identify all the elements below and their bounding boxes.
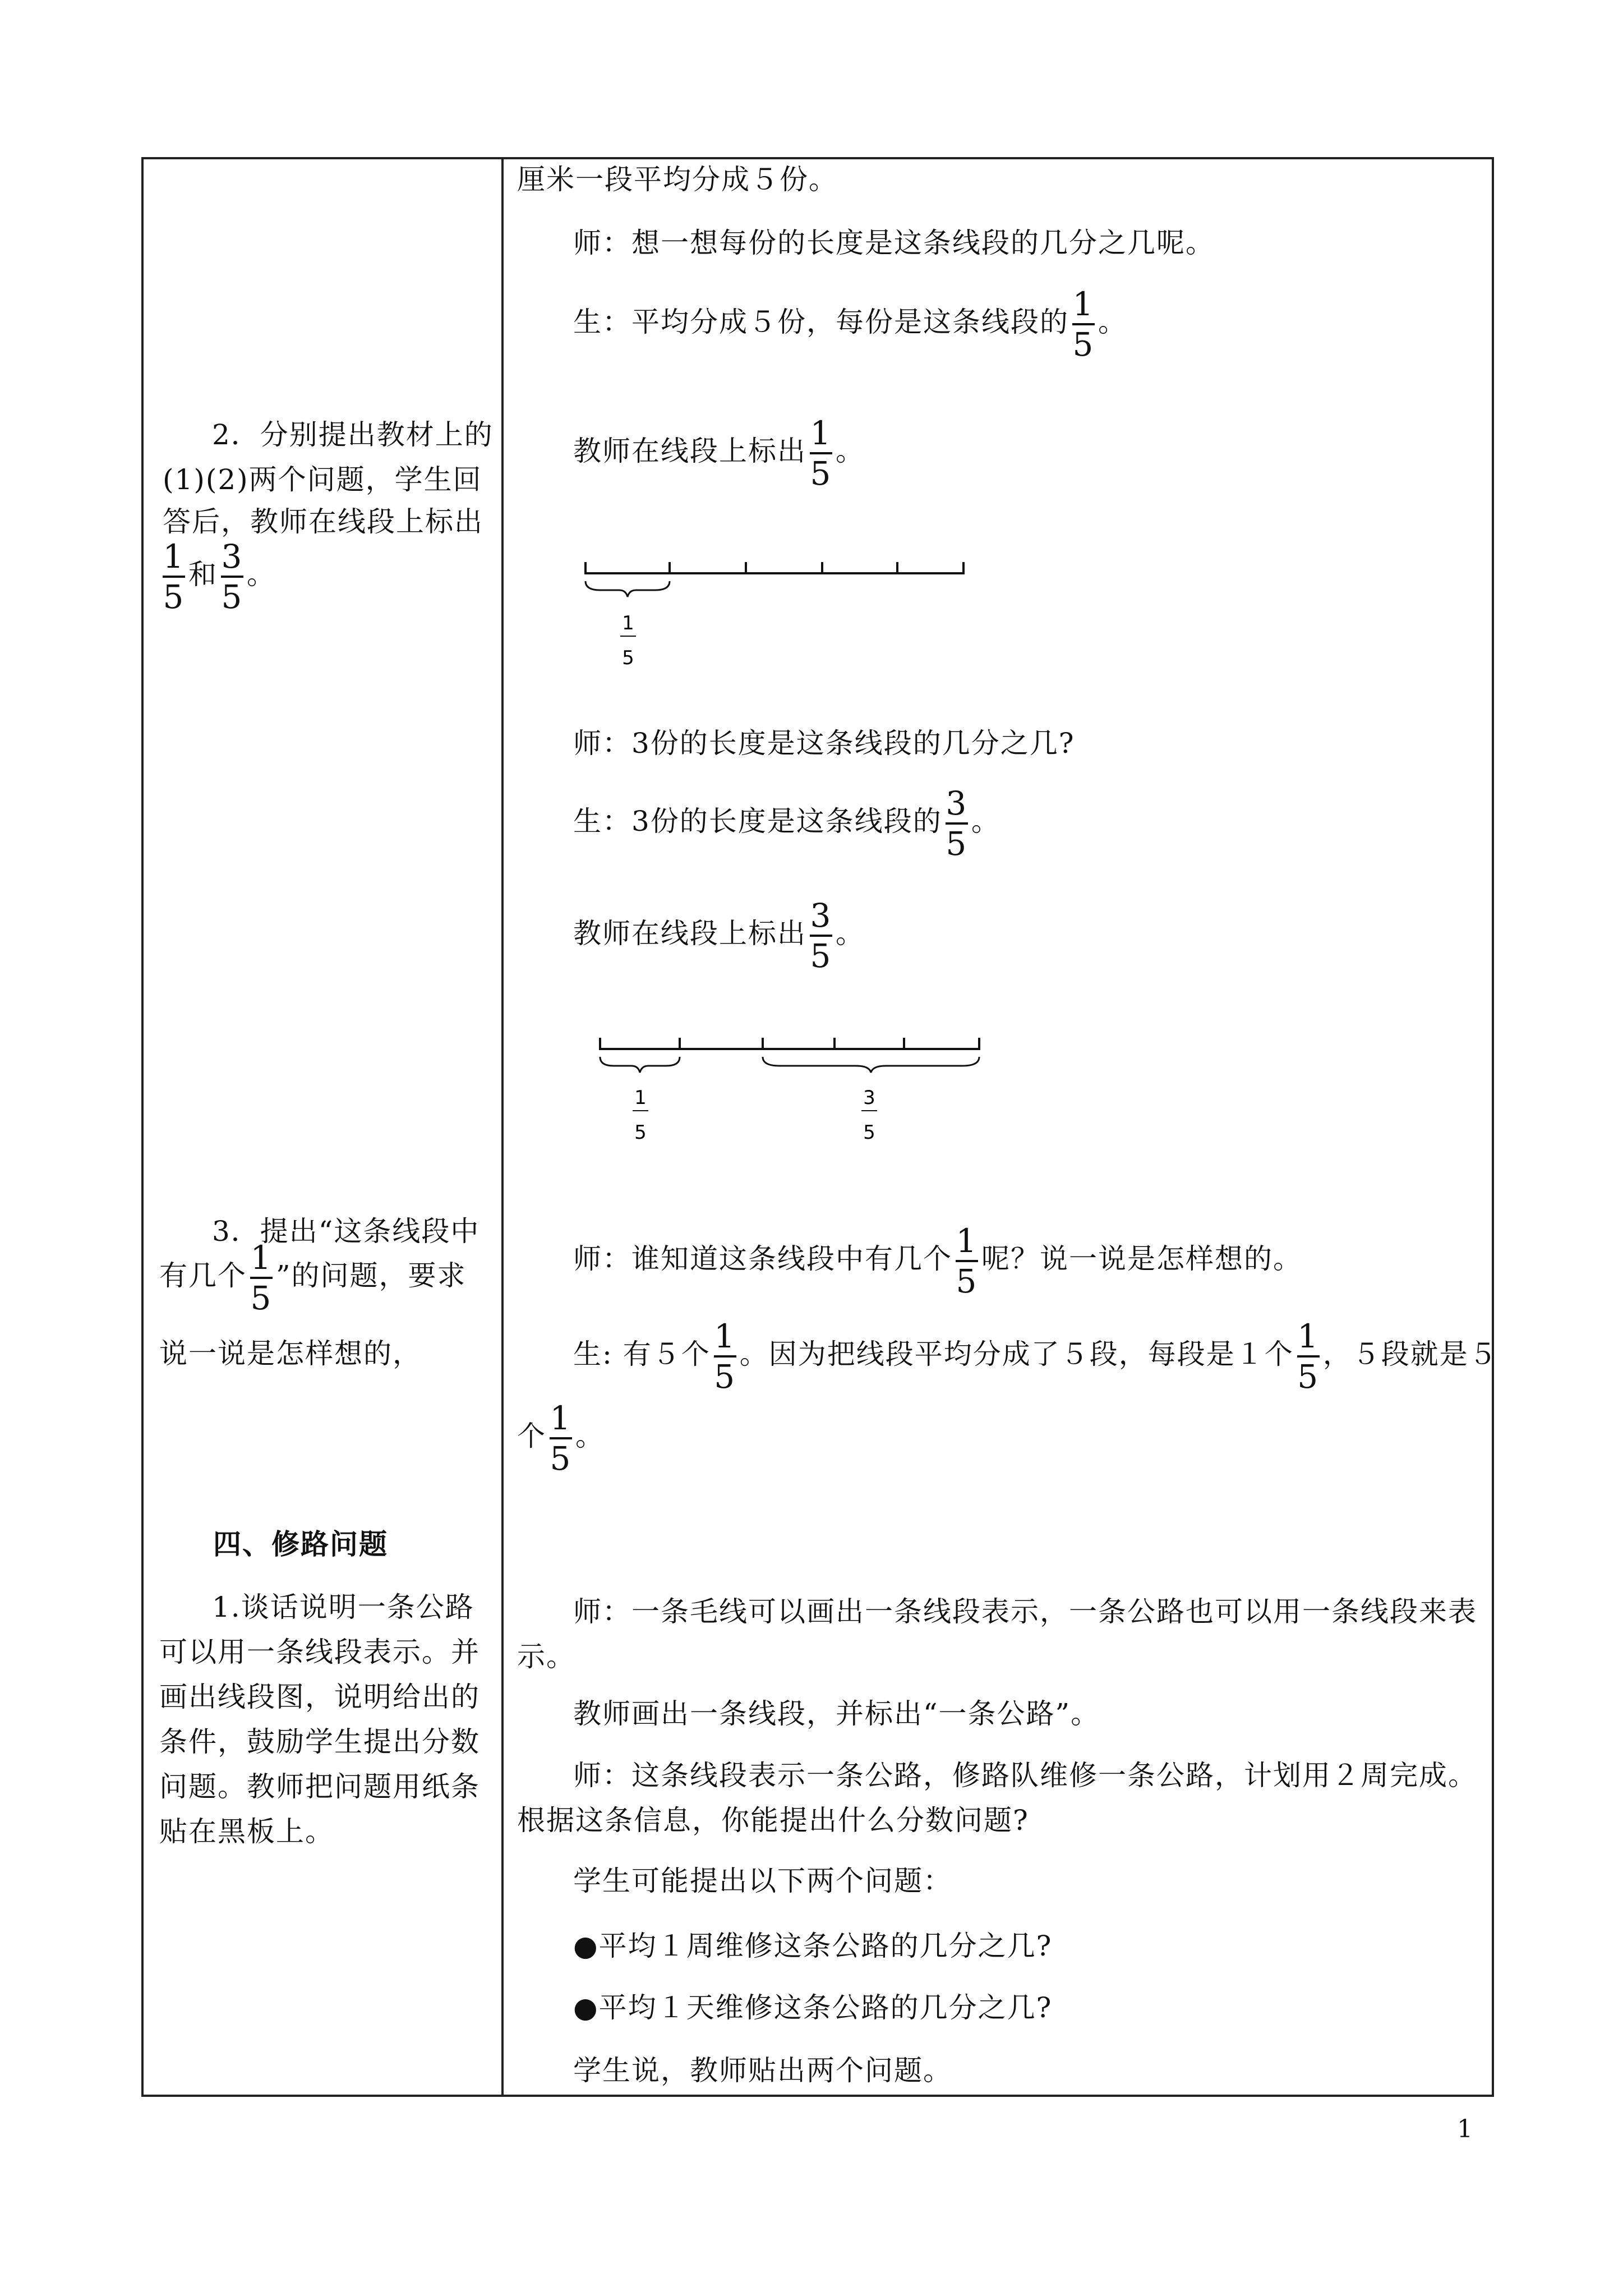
- segment-diagram-1: [578, 555, 981, 684]
- fraction-one-fifth: $\frac{1}{5}$: [810, 414, 832, 493]
- fraction-one-fifth: $\frac{1}{5}$: [714, 1317, 736, 1396]
- left-road-line1: 1.谈话说明一条公路: [212, 1591, 474, 1623]
- diagram1-den: 5: [622, 647, 634, 669]
- diagram2-left-den: 5: [634, 1121, 647, 1144]
- teacher-question-3: 师：谁知道这条线段中有几个 $\frac{1}{5}$ 呢？说一说是怎样想的。: [573, 1222, 1302, 1300]
- fraction-three-fifths: $\frac{3}{5}$: [221, 537, 243, 616]
- diagram2-right-den: 5: [863, 1121, 875, 1144]
- left-step2-line2: (1)(2)两个问题，学生回: [163, 463, 482, 496]
- student-answer-3-line2: 个 $\frac{1}{5}$ 。: [517, 1399, 605, 1478]
- road-line-1: 师：一条毛线可以画出一条线段表示，一条公路也可以用一条线段来表: [573, 1595, 1477, 1628]
- teacher-mark-1: 教师在线段上标出 $\frac{1}{5}$ 。: [573, 414, 865, 493]
- student-answer-2: 生：3份的长度是这条线段的 $\frac{3}{5}$ 。: [573, 784, 1000, 863]
- left-road-line4: 条件，鼓励学生提出分数: [159, 1726, 480, 1758]
- right-top-line: 厘米一段平均分成５份。: [517, 163, 838, 196]
- student-answer-1: 生：平均分成５份，每份是这条线段的 $\frac{1}{5}$ 。: [573, 285, 1127, 364]
- road-line-9: 学生说，教师贴出两个问题。: [573, 2054, 952, 2087]
- left-road-line5: 问题。教师把问题用纸条: [159, 1770, 480, 1803]
- section-title-road: 四、修路问题: [213, 1527, 388, 1561]
- fraction-one-fifth: $\frac{1}{5}$: [1297, 1317, 1320, 1396]
- diagram1-num: 1: [622, 612, 634, 634]
- road-question-1: ●平均１周维修这条公路的几分之几?: [573, 1930, 1053, 1962]
- fraction-one-fifth: $\frac{1}{5}$: [956, 1222, 978, 1300]
- road-line-5: 根据这条信息，你能提出什么分数问题?: [517, 1804, 1029, 1837]
- left-step3-line1: 3．提出“这条线段中: [212, 1215, 480, 1248]
- road-question-2: ●平均１天维修这条公路的几分之几?: [573, 1991, 1053, 2024]
- fraction-one-fifth: $\frac{1}{5}$: [250, 1239, 273, 1317]
- road-line-2: 示。: [517, 1640, 575, 1673]
- left-step3-line3: 说一说是怎样想的，: [159, 1337, 422, 1370]
- fraction-three-fifths: $\frac{3}{5}$: [810, 896, 832, 975]
- fraction-one-fifth: $\frac{1}{5}$: [163, 537, 185, 616]
- road-line-4: 师：这条线段表示一条公路，修路队维修一条公路，计划用２周完成。: [573, 1759, 1477, 1792]
- fraction-one-fifth: $\frac{1}{5}$: [1072, 285, 1095, 364]
- diagram2-right-num: 3: [863, 1087, 875, 1109]
- fraction-one-fifth: $\frac{1}{5}$: [550, 1399, 572, 1478]
- column-divider: [501, 157, 504, 2097]
- left-step2-fractions: $\frac{1}{5}$ 和 $\frac{3}{5}$ 。: [163, 537, 276, 616]
- left-road-line2: 可以用一条线段表示。并: [159, 1636, 480, 1668]
- left-road-line3: 画出线段图，说明给出的: [159, 1681, 480, 1713]
- diagram2-left-num: 1: [634, 1087, 647, 1109]
- fraction-three-fifths: $\frac{3}{5}$: [946, 784, 968, 863]
- segment-diagram-2: [589, 1032, 993, 1161]
- left-step2-line3: 答后，教师在线段上标出: [163, 505, 483, 538]
- left-step3-line2: 有几个 $\frac{1}{5}$ ”的问题，要求: [159, 1239, 467, 1317]
- left-step2-line1: 2．分别提出教材上的: [212, 418, 494, 451]
- road-line-6: 学生可能提出以下两个问题：: [573, 1865, 952, 1897]
- page-number: 1: [1457, 2115, 1473, 2143]
- teacher-question-1: 师：想一想每份的长度是这条线段的几分之几呢。: [573, 227, 1215, 259]
- left-road-line6: 贴在黑板上。: [159, 1815, 334, 1848]
- road-line-3: 教师画出一条线段，并标出“一条公路”。: [573, 1697, 1100, 1730]
- student-answer-3-line1: 生: 有５个 $\frac{1}{5}$ 。因为把线段平均分成了５段，每段是１个 $\frac{1}{5}$ ，５段就是５: [573, 1317, 1498, 1396]
- teacher-question-2: 师：3份的长度是这条线段的几分之几?: [573, 727, 1075, 760]
- teacher-mark-2: 教师在线段上标出 $\frac{3}{5}$ 。: [573, 896, 865, 975]
